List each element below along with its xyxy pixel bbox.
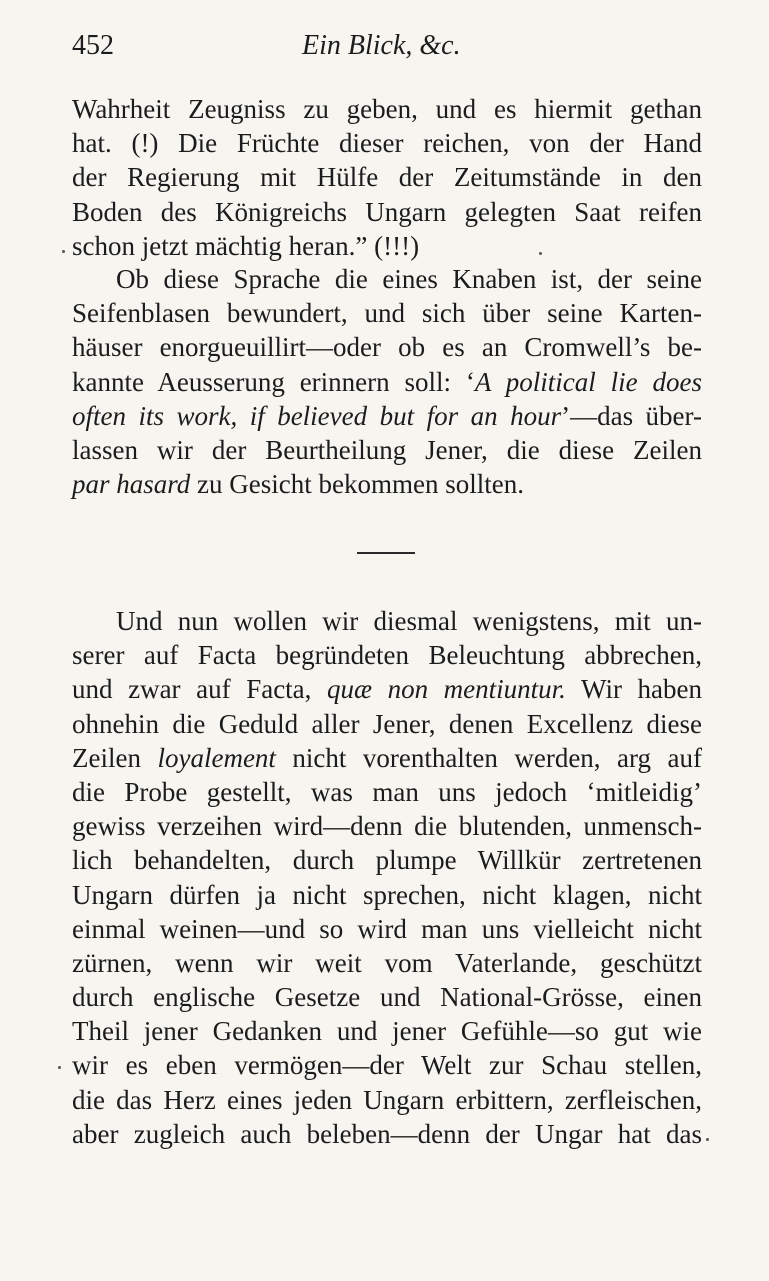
text-line: Wahrheit Zeugniss zu geben, und es hiermit gethan [72,94,702,124]
cromwell-quote-start: A political lie does [474,366,702,397]
text-line: lich behandelten, durch plumpe Willkür zertretenen [72,845,702,876]
text-line: lassen wir der Beurtheilung Jener, die diese Zeilen [72,434,702,465]
text-line: Seifenblasen bewundert, und sich über seine Karten- [72,298,702,329]
text-line: gewiss verzeihen wird—denn die blutenden, unmensch- [72,811,702,842]
text-run: kannte Aeusserung erinnern soll: ‘ [72,366,475,397]
text-line: einmal weinen—und so wird man uns vielleicht nicht [72,913,702,944]
paragraph-continued [72,92,702,263]
text-line [72,399,702,433]
text-line: der Regierung mit Hülfe der Zeitumstände in den [72,162,702,193]
text-run: ’—das über- [561,400,702,431]
text-line: schon jetzt mächtig heran.” (!!!) [72,230,420,261]
text-line [72,365,702,399]
paragraph-commentary [72,262,702,501]
text-line: Boden des Königreichs Ungarn gelegten Saat reifen [72,196,702,227]
text-run: Zeilen [72,742,158,773]
print-speck [58,1066,61,1069]
text-line: Ob diese Sprache die eines Knaben ist, der seine [116,264,702,294]
text-line [72,467,702,501]
text-line: hat. (!) Die Früchte dieser reichen, von der Hand [72,128,702,159]
text-line: die Probe gestellt, was man uns jedoch ‘mitleidig’ [72,776,702,807]
paragraph-closing [72,604,702,1151]
page-header [72,30,699,70]
french-word: loyalement [157,742,276,773]
text-run: und zwar auf Facta, [72,674,327,705]
italic-phrase: par hasard [72,469,191,500]
text-run: nicht vorenthalten werden, arg auf [275,742,703,773]
text-line: zürnen, wenn wir weit vom Vaterlande, geschützt [72,947,702,978]
text-run: Wir haben [565,674,702,705]
running-title: Ein Blick, &c. [302,30,461,61]
text-line [72,741,702,775]
latin-phrase: quæ non mentiuntur. [327,674,566,705]
text-line: aber zugleich auch beleben—denn der Ungar hat das [72,1118,702,1149]
text-line: wir es eben vermögen—der Welt zur Schau stellen, [72,1050,702,1081]
text-run: zu Gesicht bekommen sollten. [190,469,524,500]
print-speck [539,252,542,255]
text-line [72,672,702,706]
print-speck [706,1138,709,1141]
text-line: Theil jener Gedanken und jener Gefühle—so gut wie [72,1016,702,1047]
print-speck [62,250,65,253]
text-line: Ungarn dürfen ja nicht sprechen, nicht klagen, nicht [72,879,702,910]
page-number: 452 [72,30,114,61]
text-line: serer auf Facta begründeten Beleuchtung abbrechen, [72,640,702,671]
text-line: ohnehin die Geduld aller Jener, denen Excellenz diese [72,708,702,739]
section-divider [357,552,415,554]
cromwell-quote-end: often its work, if believed but for an hour [72,400,562,431]
text-line: häuser enorgueuillirt—oder ob es an Cromwell’s be- [72,332,702,363]
text-line: durch englische Gesetze und National-Grösse, einen [72,982,702,1013]
text-line: Und nun wollen wir diesmal wenigstens, mit un- [116,606,702,636]
text-line: die das Herz eines jeden Ungarn erbittern, zerfleischen, [72,1084,702,1115]
